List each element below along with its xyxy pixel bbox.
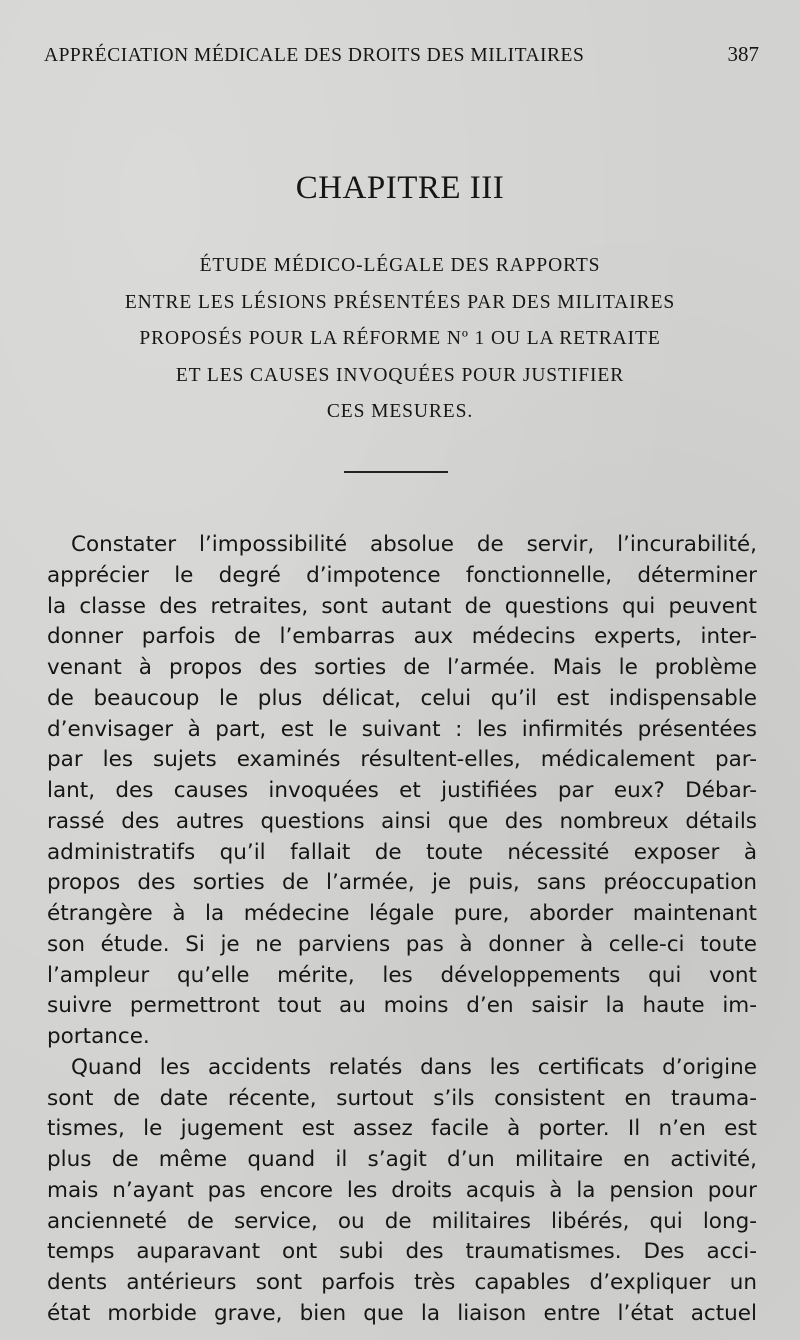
text-line: venant à propos des sorties de l’armée. Mais le problème <box>47 655 757 680</box>
chapter-subtitle-line: CES MESURES. <box>326 401 474 422</box>
paragraph-2 <box>47 1053 757 1330</box>
text-line: rassé des autres questions ainsi que des nombreux détails <box>47 808 757 834</box>
text-line: sont de date récente, surtout s’ils consistent en trauma- <box>47 1085 757 1111</box>
chapter-subtitle-line: ÉTUDE MÉDICO-LÉGALE DES RAPPORTS <box>199 255 601 276</box>
running-head <box>44 42 759 67</box>
text-line: d’envisager à part, est le suivant : les infirmités présentées <box>47 716 757 742</box>
chapter-subtitle-line: ET LES CAUSES INVOQUÉES POUR JUSTIFIER <box>175 364 625 386</box>
section-separator-rule <box>344 471 448 473</box>
text-line: temps auparavant ont subi des traumatismes. Des acci- <box>47 1239 757 1265</box>
text-line: la classe des retraites, sont autant de questions qui peuvent <box>47 593 757 619</box>
chapter-subtitle-line: PROPOSÉS POUR LA RÉFORME Nº 1 OU LA RETRAITE <box>139 328 661 349</box>
text-line: par les sujets examinés résultent-elles, médicalement par- <box>47 747 757 773</box>
text-line: donner parfois de l’embarras aux médecins experts, inter- <box>47 624 757 650</box>
text-line: propos des sorties de l’armée, je puis, sans préoccupation <box>47 870 757 896</box>
text-line: état morbide grave, bien que la liaison entre l’état actuel <box>47 1300 757 1326</box>
text-line: suivre permettront tout au moins d’en saisir la haute im- <box>47 993 757 1019</box>
chapter-subtitle <box>30 248 770 431</box>
text-line: tismes, le jugement est assez facile à porter. Il n’en est <box>47 1116 757 1142</box>
text-line: apprécier le degré d’impotence fonctionnelle, déterminer <box>47 562 757 588</box>
text-line: dents antérieurs sont parfois très capables d’expliquer un <box>47 1270 757 1295</box>
page-number: 387 <box>727 42 759 66</box>
text-line: portance. <box>47 1024 150 1049</box>
chapter-subtitle-line: ENTRE LES LÉSIONS PRÉSENTÉES PAR DES MILITAIRES <box>124 291 676 313</box>
text-line: Constater l’impossibilité absolue de servir, l’incurabilité, <box>71 532 757 557</box>
text-line: Quand les accidents relatés dans les certificats d’origine <box>71 1054 757 1080</box>
body-text <box>47 530 757 1330</box>
text-line: étrangère à la médecine légale pure, aborder maintenant <box>47 901 757 926</box>
chapter-title: CHAPITRE III <box>295 170 505 206</box>
text-line: ancienneté de service, ou de militaires libérés, qui long- <box>47 1208 757 1234</box>
text-line: lant, des causes invoquées et justifiées par eux? Débar- <box>47 778 757 803</box>
text-line: plus de même quand il s’agit d’un militaire en activité, <box>47 1147 757 1172</box>
text-line: mais n’ayant pas encore les droits acquis à la pension pour <box>47 1177 757 1203</box>
text-line: l’ampleur qu’elle mérite, les développements qui vont <box>47 962 757 988</box>
running-head-title: APPRÉCIATION MÉDICALE DES DROITS DES MILITAIRES <box>44 45 585 66</box>
text-line: administratifs qu’il fallait de toute nécessité exposer à <box>47 839 757 865</box>
text-line: son étude. Si je ne parviens pas à donner à celle-ci toute <box>47 931 757 957</box>
text-line: de beaucoup le plus délicat, celui qu’il est indispensable <box>47 685 757 711</box>
paragraph-1 <box>47 530 757 1053</box>
